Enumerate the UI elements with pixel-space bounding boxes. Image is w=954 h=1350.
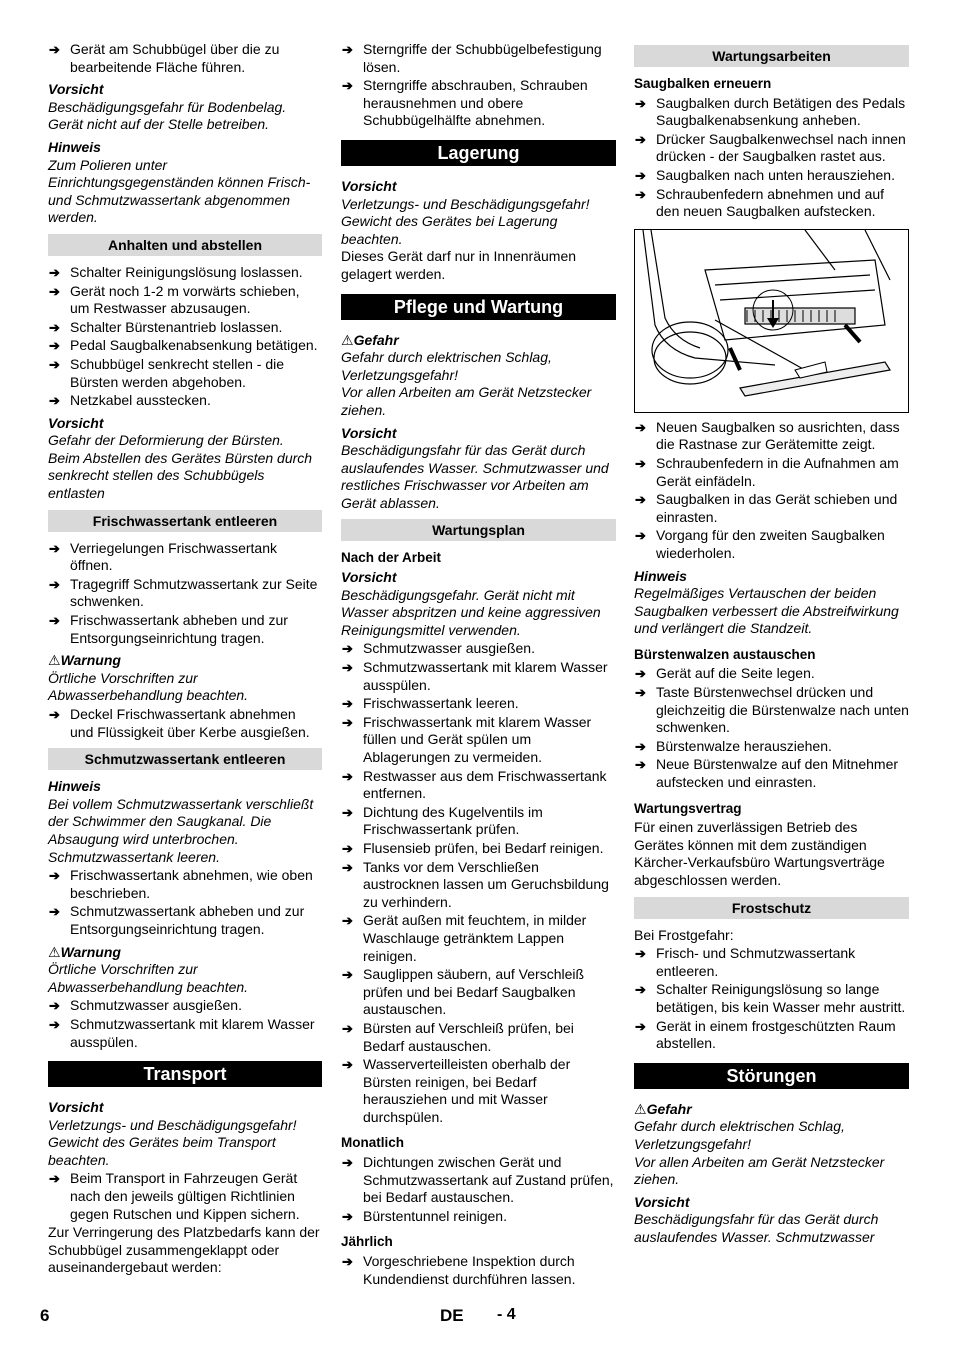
step-item: ➔ Taste Bürstenwechsel drücken und gleichzeitig die Bürstenwalze nach unten schwenken. bbox=[634, 684, 909, 737]
step-item: ➔ Tragegriff Schmutzwassertank zur Seite schwenken. bbox=[48, 576, 322, 611]
caution-text: Verletzungs- und Beschädigungsgefahr! Gewicht des Gerätes bei Lagerung beachten. bbox=[341, 195, 590, 247]
section-heading: Frostschutz bbox=[634, 897, 909, 919]
step-item: ➔ Gerät noch 1-2 m vorwärts schieben, um Restwasser abzusaugen. bbox=[48, 283, 322, 318]
section-heading: Anhalten und abstellen bbox=[48, 234, 322, 256]
body-text: Bei Frostgefahr: bbox=[634, 926, 734, 943]
caution-label: Vorsicht bbox=[341, 424, 397, 441]
step-item: ➔ Frischwassertank abnehmen, wie oben beschrieben. bbox=[48, 867, 322, 902]
step-item: ➔ Restwasser aus dem Frischwassertank entfernen. bbox=[341, 768, 616, 803]
note-label: Hinweis bbox=[48, 778, 101, 795]
step-item: ➔ Schmutzwassertank abheben und zur Entsorgungseinrichtung tragen. bbox=[48, 903, 322, 938]
step-list bbox=[634, 945, 909, 1053]
note-label: Hinweis bbox=[48, 138, 101, 155]
step-list bbox=[48, 41, 322, 76]
column-1 bbox=[48, 40, 322, 1277]
step-item: ➔ Schalter Reinigungslösung so lange betätigen, bis kein Wasser mehr austritt. bbox=[634, 981, 909, 1016]
step-item: ➔ Bürstentunnel reinigen. bbox=[341, 1208, 616, 1226]
step-item: ➔ Schalter Bürstenantrieb loslassen. bbox=[48, 319, 322, 337]
step-list bbox=[341, 1253, 616, 1288]
step-item: ➔ Schmutzwassertank mit klarem Wasser ausspülen. bbox=[341, 659, 616, 694]
squeegee-illustration bbox=[634, 229, 909, 413]
step-item: ➔ Neue Bürstenwalze auf den Mitnehmer aufstecken und einrasten. bbox=[634, 756, 909, 791]
language-code: DE bbox=[440, 1306, 464, 1325]
subheading: Monatlich bbox=[341, 1135, 404, 1151]
caution-label: Vorsicht bbox=[634, 1193, 690, 1210]
step-item: ➔ Gerät auf die Seite legen. bbox=[634, 665, 909, 683]
step-item: ➔ Netzkabel ausstecken. bbox=[48, 392, 322, 410]
chapter-heading: Pflege und Wartung bbox=[341, 294, 616, 320]
subheading: Jährlich bbox=[341, 1234, 393, 1250]
note-label: Hinweis bbox=[634, 567, 687, 584]
note-text: Zum Polieren unter Einrichtungsgegenständen können Frisch- und Schmutzwassertank abgenommen werden. bbox=[48, 156, 311, 226]
caution-text: Beim Abstellen des Gerätes Bürsten durch senkrecht stellen des Schubbügels entlasten bbox=[48, 449, 313, 502]
step-item: ➔ Bürsten auf Verschleiß prüfen, bei Bedarf austauschen. bbox=[341, 1020, 616, 1055]
step-item: ➔ Frischwassertank mit klarem Wasser füllen und Gerät spülen um Ablagerungen zu vermeiden. bbox=[341, 714, 616, 767]
caution-label: Vorsicht bbox=[48, 81, 104, 98]
page-number: 6 bbox=[40, 1306, 50, 1325]
column-3 bbox=[634, 40, 909, 1247]
step-item: ➔ Gerät außen mit feuchtem, in milder Waschlauge getränktem Lappen reinigen. bbox=[341, 912, 616, 965]
step-item: ➔ Frischwassertank abheben und zur Entsorgungseinrichtung tragen. bbox=[48, 612, 322, 647]
step-item: ➔ Drücker Saugbalkenwechsel nach innen drücken - der Saugbalken rastet aus. bbox=[634, 131, 909, 166]
warning-text: Örtliche Vorschriften zur Abwasserbehandlung beachten. bbox=[48, 669, 249, 704]
step-item: ➔ Tanks vor dem Verschließen austrocknen lassen um Geruchsbildung zu verhindern. bbox=[341, 859, 616, 912]
caution-text: Beschädigungsfahr für das Gerät durch auslaufendes Wasser. Schmutzwasser bbox=[634, 1211, 879, 1245]
warning-text: Örtliche Vorschriften zur Abwasserbehandlung beachten. bbox=[48, 961, 249, 995]
step-item: ➔ Sauglippen säubern, auf Verschleiß prüfen und bei Bedarf Saugbalken austauschen. bbox=[341, 966, 616, 1019]
step-list bbox=[48, 1170, 322, 1223]
body-text: Für einen zuverlässigen Betrieb des Gerätes können mit dem zuständigen Kärcher-Verkaufsbüro Wartungsverträge abgeschlossen werden. bbox=[634, 819, 885, 888]
danger-text: Vor allen Arbeiten am Gerät Netzstecker ziehen. bbox=[634, 1153, 885, 1188]
step-list bbox=[341, 1154, 616, 1225]
caution-text: Beschädigungsgefahr. Gerät nicht mit Wasser abspritzen und keine aggressiven Reinigungsmittel verwenden. bbox=[341, 586, 601, 638]
section-heading: Wartungsplan bbox=[341, 519, 616, 541]
section-heading: Wartungsarbeiten bbox=[634, 45, 909, 67]
caution-label: Vorsicht bbox=[341, 177, 397, 194]
subheading: Saugbalken erneuern bbox=[634, 76, 772, 91]
caution-text: Beschädigungsfahr für das Gerät durch auslaufendes Wasser. Schmutzwasser und restliches Frischwasser vor Arbeiten am Gerät ablassen. bbox=[341, 442, 609, 511]
step-item: ➔ Schubbügel senkrecht stellen - die Bürsten werden abgehoben. bbox=[48, 356, 322, 391]
step-item: ➔ Verriegelungen Frischwassertank öffnen. bbox=[48, 540, 322, 575]
section-heading: Schmutzwassertank entleeren bbox=[48, 748, 322, 770]
step-item: ➔ Schalter Reinigungslösung loslassen. bbox=[48, 264, 322, 282]
step-item: ➔ Schmutzwasser ausgießen. bbox=[48, 997, 322, 1015]
note-text: Regelmäßiges Vertauschen der beiden Saugbalken verbessert die Abstreifwirkung und verlängert die Standzeit. bbox=[634, 585, 899, 637]
step-list bbox=[48, 540, 322, 648]
step-item: ➔ Saugbalken durch Betätigen des Pedals Saugbalkenabsenkung anheben. bbox=[634, 95, 909, 130]
step-item: ➔ Dichtungen zwischen Gerät und Schmutzwassertank auf Zustand prüfen, bei Bedarf austauschen. bbox=[341, 1154, 616, 1207]
step-list bbox=[634, 419, 909, 563]
step-item: ➔ Sterngriffe der Schubbügelbefestigung lösen. bbox=[341, 41, 616, 76]
subheading: Wartungsvertrag bbox=[634, 800, 742, 816]
chapter-heading: Transport bbox=[48, 1061, 322, 1087]
step-list bbox=[634, 95, 909, 221]
step-item: ➔ Saugbalken nach unten herausziehen. bbox=[634, 167, 909, 185]
step-item: ➔ Frischwassertank leeren. bbox=[341, 695, 616, 713]
step-list bbox=[48, 706, 322, 741]
step-item: ➔ Schraubenfedern in die Aufnahmen am Gerät einfädeln. bbox=[634, 455, 909, 490]
step-item: ➔ Saugbalken in das Gerät schieben und einrasten. bbox=[634, 491, 909, 526]
chapter-heading: Lagerung bbox=[341, 140, 616, 166]
step-item: ➔ Bürstenwalze herausziehen. bbox=[634, 738, 909, 756]
body-text: Zur Verringerung des Platzbedarfs kann der Schubbügel zusammengeklappt oder auseinandergebaut werden: bbox=[48, 1224, 320, 1276]
sub-page-number: - 4 bbox=[497, 1306, 516, 1323]
step-item: ➔ Beim Transport in Fahrzeugen Gerät nach den jeweils gültigen Richtlinien gegen Rutschen und Kippen sichern. bbox=[48, 1170, 322, 1223]
subheading: Bürstenwalzen austauschen bbox=[634, 646, 816, 662]
squeegee-drawing bbox=[635, 230, 908, 412]
step-item: ➔ Deckel Frischwassertank abnehmen und Flüssigkeit über Kerbe ausgießen. bbox=[48, 706, 322, 741]
caution-label: Vorsicht bbox=[341, 569, 397, 586]
step-list bbox=[48, 264, 322, 410]
step-item: ➔ Vorgang für den zweiten Saugbalken wiederholen. bbox=[634, 527, 909, 562]
step-item: ➔ Schraubenfedern abnehmen und auf den neuen Saugbalken aufstecken. bbox=[634, 186, 909, 221]
danger-text: Gefahr durch elektrischen Schlag, Verletzungsgefahr! bbox=[341, 349, 552, 383]
step-item: ➔ Gerät am Schubbügel über die zu bearbeitende Fläche führen. bbox=[48, 41, 322, 76]
caution-text: Gefahr der Deformierung der Bürsten. bbox=[48, 432, 284, 449]
step-list bbox=[48, 867, 322, 938]
section-heading: Frischwassertank entleeren bbox=[48, 510, 322, 532]
column-2 bbox=[341, 40, 616, 1289]
caution-label: Vorsicht bbox=[48, 1099, 104, 1116]
caution-text: Verletzungs- und Beschädigungsgefahr! Gewicht des Gerätes beim Transport beachten. bbox=[48, 1116, 297, 1168]
step-list bbox=[341, 640, 616, 1126]
step-item: ➔ Dichtung des Kugelventils im Frischwassertank prüfen. bbox=[341, 804, 616, 839]
subheading: Nach der Arbeit bbox=[341, 550, 442, 566]
danger-text: Vor allen Arbeiten am Gerät Netzstecker ziehen. bbox=[341, 384, 592, 418]
body-text: Dieses Gerät darf nur in Innenräumen gelagert werden. bbox=[341, 248, 577, 282]
step-item: ➔ Frisch- und Schmutzwassertank entleeren. bbox=[634, 945, 909, 980]
warning-label: ⚠ Warnung bbox=[48, 652, 322, 670]
step-item: ➔ Pedal Saugbalkenabsenkung betätigen. bbox=[48, 337, 322, 355]
step-list bbox=[48, 997, 322, 1051]
note-text: Bei vollem Schmutzwassertank verschließt der Schwimmer den Saugkanal. Die Absaugung wird unterbrochen. Schmutzwassertank leeren. bbox=[48, 795, 314, 865]
chapter-heading: Störungen bbox=[634, 1063, 909, 1089]
danger-label: ⚠ Gefahr bbox=[634, 1101, 909, 1119]
caution-label: Vorsicht bbox=[48, 414, 104, 431]
step-item: ➔ Gerät in einem frostgeschützten Raum abstellen. bbox=[634, 1018, 909, 1053]
step-list bbox=[341, 41, 616, 130]
caution-text: Beschädigungsgefahr für Bodenbelag. Gerät nicht auf der Stelle betreiben. bbox=[48, 98, 287, 133]
danger-label: ⚠ Gefahr bbox=[341, 332, 616, 350]
danger-text: Gefahr durch elektrischen Schlag, Verletzungsgefahr! bbox=[634, 1118, 845, 1152]
step-item: ➔ Vorgeschriebene Inspektion durch Kundendienst durchführen lassen. bbox=[341, 1253, 616, 1288]
step-item: ➔ Sterngriffe abschrauben, Schrauben herausnehmen und obere Schubbügelhälfte abnehmen. bbox=[341, 77, 616, 130]
step-list bbox=[634, 665, 909, 791]
warning-label: ⚠ Warnung bbox=[48, 944, 322, 962]
step-item: ➔ Schmutzwasser ausgießen. bbox=[341, 640, 616, 658]
step-item: ➔ Wasserverteilleisten oberhalb der Bürsten reinigen, bei Bedarf herausziehen und mit Wasser durchspülen. bbox=[341, 1056, 616, 1126]
step-item: ➔ Neuen Saugbalken so ausrichten, dass die Rastnase zur Gerätemitte zeigt. bbox=[634, 419, 909, 454]
step-item: ➔ Flusensieb prüfen, bei Bedarf reinigen. bbox=[341, 840, 616, 858]
step-item: ➔ Schmutzwassertank mit klarem Wasser ausspülen. bbox=[48, 1016, 322, 1051]
